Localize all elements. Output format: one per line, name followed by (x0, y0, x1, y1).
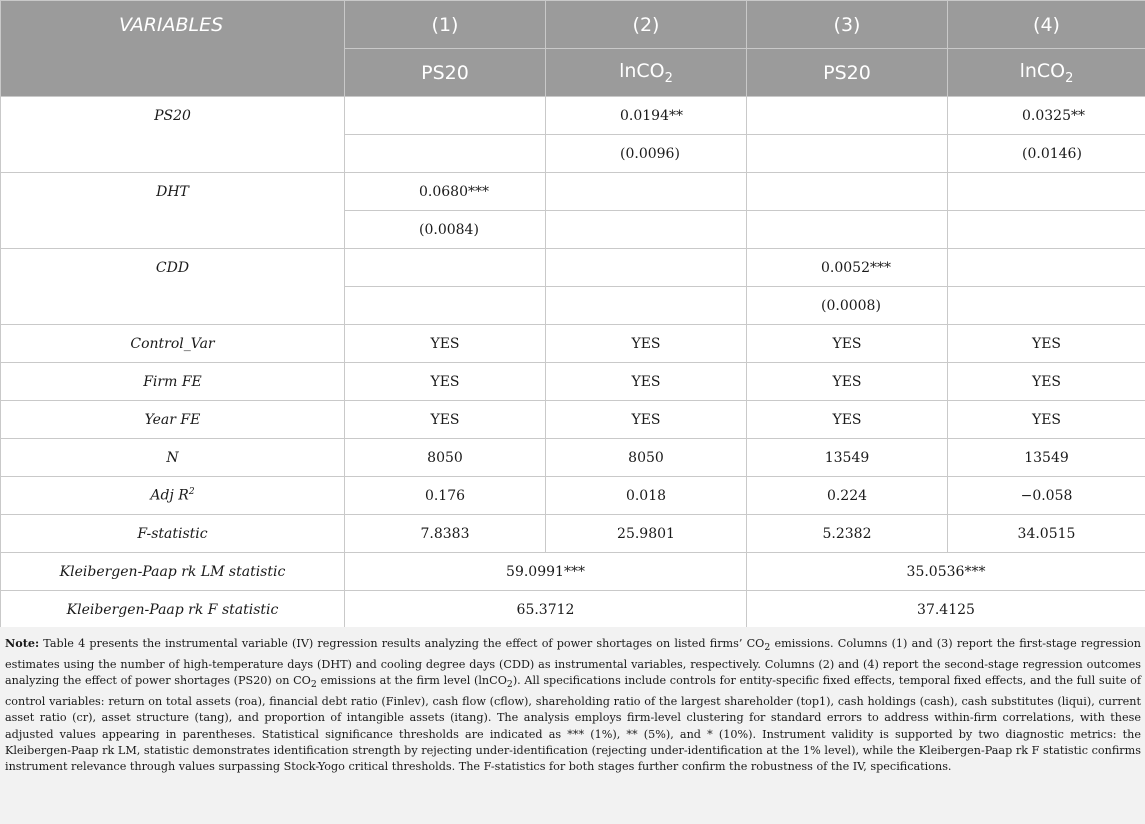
cell: 0.224 (747, 477, 948, 515)
cell-kp-f-12: 65.3712 (345, 591, 747, 629)
col-number-4: (4) (948, 1, 1145, 49)
header-row-numbers (1, 1, 1145, 49)
row-label-f-statistic: F-statistic (1, 515, 345, 553)
cell: 34.0515 (948, 515, 1145, 553)
cell: 5.2382 (747, 515, 948, 553)
cell (747, 97, 948, 135)
cell: 8050 (345, 439, 546, 477)
cell: YES (948, 325, 1145, 363)
row-ps20-coef (1, 97, 1145, 135)
cell-dht-c1: 0.0680*** (345, 173, 546, 211)
row-label-adj-r2: Adj $R^2$ (1, 477, 345, 515)
row-year-fe (1, 401, 1145, 439)
col-name-4: lnCO$_2$ (948, 49, 1145, 97)
cell: 0.176 (345, 477, 546, 515)
note-text-1: Table 4 presents the instrumental variable (IV) regression results analyzing the effect of power shortages on listed firms’ CO (39, 637, 765, 650)
row-cdd-coef (1, 249, 1145, 287)
row-adj-r2 (1, 477, 1145, 515)
cell: YES (747, 401, 948, 439)
cell (747, 173, 948, 211)
cell: YES (345, 325, 546, 363)
note-text-2: emissions. Columns (1) and (3) report the first-stage regression estimates using the number of high-temperature days (DHT) and cooling degree days (CDD) as instrumental variables, respectively. Columns (2) and (4) report the second-stage regression outcomes analyzing the effect of power shortages (PS20) on CO (5, 637, 1141, 688)
cell (948, 249, 1145, 287)
cell-cdd-c3: 0.0052*** (747, 249, 948, 287)
cell-ps20-c4: 0.0325** (948, 97, 1145, 135)
row-label-control-var: Control_Var (1, 325, 345, 363)
cell (345, 97, 546, 135)
cell (948, 287, 1145, 325)
col-name-1: PS20 (345, 49, 546, 97)
cell: 13549 (948, 439, 1145, 477)
cell-kp-lm-34: 35.0536*** (747, 553, 1145, 591)
cell: 8050 (546, 439, 747, 477)
cell (345, 135, 546, 173)
cell-kp-f-34: 37.4125 (747, 591, 1145, 629)
cell: YES (345, 363, 546, 401)
cell (747, 135, 948, 173)
row-label-kp-lm: Kleibergen-Paap rk LM statistic (1, 553, 345, 591)
cell (546, 249, 747, 287)
col-number-2: (2) (546, 1, 747, 49)
variables-header: VARIABLES (1, 1, 345, 97)
row-label-year-fe: Year FE (1, 401, 345, 439)
cell: YES (747, 325, 948, 363)
row-f-statistic (1, 515, 1145, 553)
cell: YES (546, 401, 747, 439)
note-sub-1: 2 (764, 642, 771, 654)
cell (747, 211, 948, 249)
row-label-n: N (1, 439, 345, 477)
row-label-cdd: CDD (1, 249, 345, 325)
cell-ps20-c2: 0.0194** (546, 97, 747, 135)
row-kp-lm (1, 553, 1145, 591)
cell: 25.9801 (546, 515, 747, 553)
row-kp-f (1, 591, 1145, 629)
cell: YES (948, 363, 1145, 401)
row-control-var (1, 325, 1145, 363)
cell: 13549 (747, 439, 948, 477)
cell-ps20-c2-se: (0.0096) (546, 135, 747, 173)
cell: YES (546, 363, 747, 401)
cell: 7.8383 (345, 515, 546, 553)
cell: YES (546, 325, 747, 363)
cell (345, 249, 546, 287)
cell (948, 211, 1145, 249)
table-note (0, 627, 1145, 824)
cell-cdd-c3-se: (0.0008) (747, 287, 948, 325)
cell-dht-c1-se: (0.0084) (345, 211, 546, 249)
row-firm-fe (1, 363, 1145, 401)
cell (546, 287, 747, 325)
row-label-kp-f: Kleibergen-Paap rk F statistic (1, 591, 345, 629)
cell: 0.018 (546, 477, 747, 515)
col-number-3: (3) (747, 1, 948, 49)
col-name-2: lnCO$_2$ (546, 49, 747, 97)
row-n (1, 439, 1145, 477)
cell: YES (948, 401, 1145, 439)
col-number-1: (1) (345, 1, 546, 49)
row-label-firm-fe: Firm FE (1, 363, 345, 401)
note-label: Note: (5, 636, 40, 650)
note-text-3: emissions at the firm level (lnCO (316, 674, 507, 688)
cell: YES (747, 363, 948, 401)
note-sub-3: 2 (506, 679, 513, 691)
row-label-ps20: PS20 (1, 97, 345, 173)
cell: YES (345, 401, 546, 439)
cell (345, 287, 546, 325)
cell: −0.058 (948, 477, 1145, 515)
cell (948, 173, 1145, 211)
row-label-dht: DHT (1, 173, 345, 249)
row-dht-coef (1, 173, 1145, 211)
note-sub-2: 2 (310, 679, 317, 691)
col-name-3: PS20 (747, 49, 948, 97)
cell (546, 211, 747, 249)
cell-kp-lm-12: 59.0991*** (345, 553, 747, 591)
note-text-4: ). All specifications include controls for entity-specific fixed effects, temporal fixed effects, and the full suite of control variables: return on total assets (roa), financial debt ratio (Finlev), cash flow (cflow), shareholding ratio of the largest shareholder (top1), cash holdings (cash), cash substitutes (liqui), current asset ratio (cr), asset structure (tang), and proportion of intangible assets (itang). The analysis employs firm-level clustering for standard errors to address within-firm correlations, with these adjusted values appearing in parentheses. Statistical significance thresholds are indicated as *** (1%), ** (5%), and * (10%). Instrument validity is supported by two diagnostic metrics: the Kleibergen-Paap rk LM, statistic demonstrates identification strength by rejecting under-identification (rejecting under-identification at the 1% level), while the Kleibergen-Paap rk F statistic confirms instrument relevance through values surpassing Stock-Yogo critical thresholds. The F-statistics for both stages further confirm the robustness of the IV, specifications. (5, 674, 1142, 774)
cell-ps20-c4-se: (0.0146) (948, 135, 1145, 173)
cell (546, 173, 747, 211)
